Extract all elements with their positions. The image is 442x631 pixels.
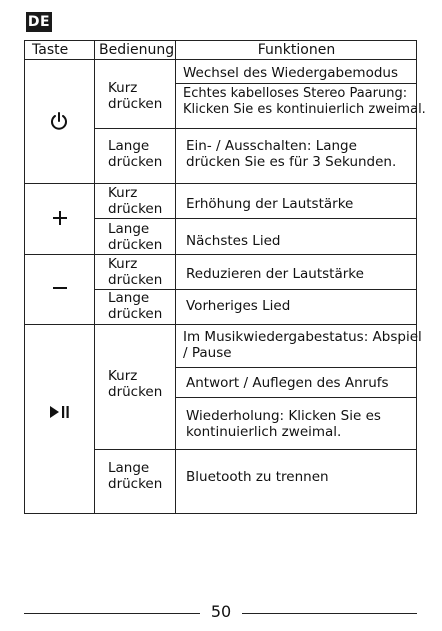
power-func-onoff-line1: Ein- / Ausschalten: Lange [186, 138, 357, 154]
minus-lange-line2: drücken [108, 306, 163, 322]
plus-lange-line1: Lange [108, 221, 150, 237]
plus-icon [52, 210, 68, 226]
power-func-onoff [186, 138, 396, 170]
play-func-repeat-line1: Wiederholung: Klicken Sie es [186, 408, 381, 424]
plus-lange-line2: drücken [108, 237, 163, 253]
minus-lange-line1: Lange [108, 290, 150, 306]
minus-func-kurz: Reduzieren der Lautstärke [186, 266, 364, 282]
plus-lange-label [108, 221, 162, 253]
header-funktionen: Funktionen [257, 42, 336, 58]
page-number: 50 [210, 602, 232, 621]
plus-func-lange: Nächstes Lied [186, 233, 281, 249]
play-lange-line1: Lange [108, 460, 150, 476]
power-func-pairing-line1: Echtes kabelloses Stereo Paarung: [183, 86, 408, 101]
play-kurz-line2: drücken [108, 384, 163, 400]
play-lange-line2: drücken [108, 476, 163, 492]
play-func-repeat [186, 408, 381, 440]
minus-kurz-line1: Kurz [108, 256, 138, 272]
minus-lange-label [108, 290, 162, 322]
power-func-onoff-line2: drücken Sie es für 3 Sekunden. [186, 154, 397, 170]
power-lange-label [108, 138, 162, 170]
language-badge: DE [27, 14, 51, 30]
minus-icon [52, 283, 68, 293]
power-func-mode: Wechsel des Wiedergabemodus [183, 65, 399, 81]
play-func-repeat-line2: kontinuierlich zweimal. [186, 424, 342, 440]
power-func-pairing-line2: Klicken Sie es kontinuierlich zweimal. [183, 102, 426, 117]
footer-rule-right [242, 613, 417, 614]
plus-kurz-label [108, 185, 162, 217]
power-kurz-line2: drücken [108, 96, 163, 112]
header-bedienung: Bedienung [99, 42, 175, 58]
power-lange-line2: drücken [108, 154, 163, 170]
play-func-music-line2: / Pause [183, 345, 232, 361]
play-kurz-line1: Kurz [108, 368, 138, 384]
power-kurz-label [108, 80, 162, 112]
play-pause-icon [49, 404, 71, 420]
power-icon [50, 111, 68, 131]
header-taste: Taste [32, 42, 69, 58]
play-func-music-line1: Im Musikwiedergabestatus: Abspiel [183, 329, 422, 345]
play-func-call: Antwort / Auflegen des Anrufs [186, 375, 389, 391]
plus-func-kurz: Erhöhung der Lautstärke [186, 196, 354, 212]
power-func-pairing [183, 86, 426, 118]
power-kurz-line1: Kurz [108, 80, 138, 96]
minus-kurz-label [108, 256, 162, 288]
play-func-music [183, 329, 422, 361]
power-lange-line1: Lange [108, 138, 150, 154]
play-func-lange: Bluetooth zu trennen [186, 469, 329, 485]
plus-kurz-line2: drücken [108, 201, 163, 217]
play-lange-label [108, 460, 162, 492]
play-kurz-label [108, 368, 162, 400]
minus-kurz-line2: drücken [108, 272, 163, 288]
plus-kurz-line1: Kurz [108, 185, 138, 201]
minus-func-lange: Vorheriges Lied [186, 298, 291, 314]
